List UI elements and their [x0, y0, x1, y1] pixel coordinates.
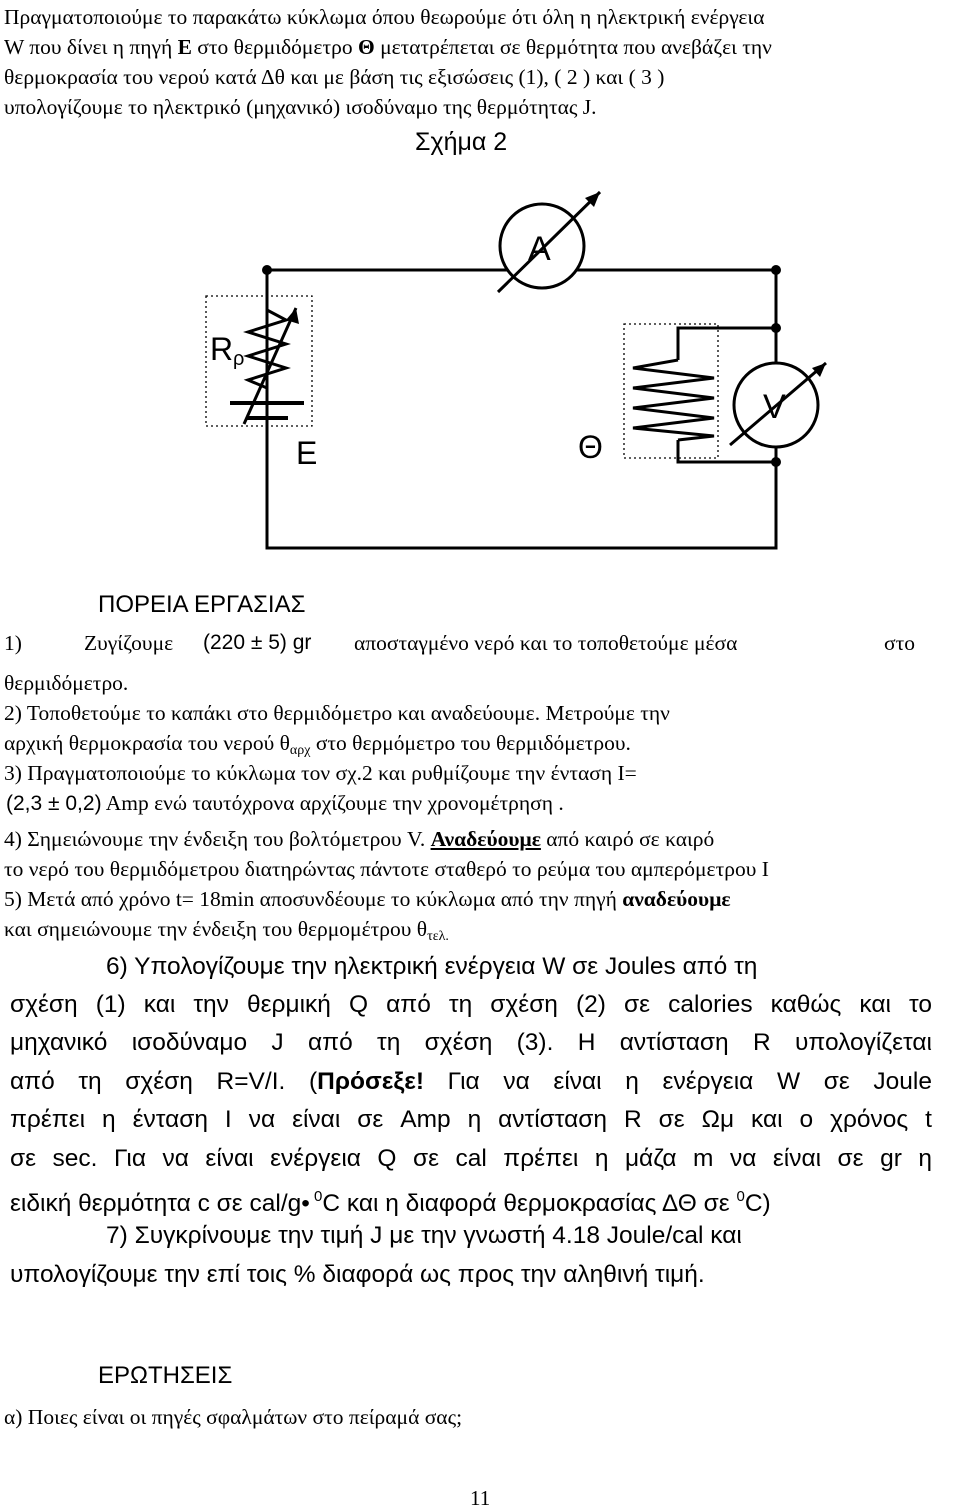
step-1-line-1: 1) Ζυγίζουμε (220 ± 5) gr αποσταγμένο νερό και το τοποθετούμε μέσα στο	[4, 631, 915, 655]
step-6-line-3: μηχανικό ισοδύναμο J από τη σχέση (3). Η αντίσταση R υπολογίζεται	[10, 1029, 932, 1056]
junction-dot	[773, 459, 780, 466]
calorimeter-resistor	[633, 360, 714, 440]
step-3-line-2: (2,3 ± 0,2) Amp ενώ ταυτόχρονα αρχίζουμε την χρονομέτρηση .	[6, 791, 564, 815]
rheostat-subscript: ρ	[233, 348, 245, 370]
voltmeter-wire-top	[678, 328, 776, 360]
step-6-line-1: 6) Υπολογίζουμε την ηλεκτρική ενέργεια W σε Joules από τη	[106, 953, 758, 980]
step-6-line-2: σχέση (1) και την θερμική Q από τη σχέση (2) σε calories καθώς και το	[10, 991, 932, 1018]
procedure-heading: ΠΟΡΕΙΑ ΕΡΓΑΣΙΑΣ	[98, 591, 306, 618]
step-7-line-2: υπολογίζουμε την επί τοις % διαφορά ως προς την αληθινή τιμή.	[10, 1261, 705, 1288]
figure-caption: Σχήμα 2	[415, 128, 508, 156]
intro-line-3: θερμοκρασία του νερού κατά Δθ και με βάση τις εξισώσεις (1), ( 2 ) και ( 3 )	[4, 65, 665, 89]
intro-line-2: W που δίνει η πηγή Ε στο θερμιδόμετρο Θ μετατρέπεται σε θερμότητα που ανεβάζει την	[4, 35, 772, 59]
junction-dot	[773, 325, 780, 332]
step-6-line-7: ειδική θερμότητα c σε cal/g• $^0$C και η διαφορά θερμοκρασίας ΔΘ σε $^0$C)	[10, 1188, 771, 1217]
rheostat-label: R	[210, 331, 234, 367]
junction-dot	[773, 267, 780, 274]
step-7-line-1: 7) Συγκρίνουμε την τιμή J με την γνωστή 4.18 Joule/cal και	[106, 1222, 742, 1249]
calorimeter-label: Θ	[578, 429, 603, 465]
question-a: α) Ποιες είναι οι πηγές σφαλμάτων στο πείραμά σας;	[4, 1405, 463, 1429]
step-4-line-1: 4) Σημειώνουμε την ένδειξη του βολτόμετρου V. Αναδεύουμε από καιρό σε καιρό	[4, 827, 715, 851]
questions-heading: ΕΡΩΤΗΣΕΙΣ	[98, 1362, 233, 1389]
step-4-line-2: το νερό του θερμιδόμετρου διατηρώντας πάντοτε σταθερό το ρεύμα του αμπερόμετρου Ι	[4, 857, 769, 881]
ammeter-label: A	[528, 230, 551, 268]
step-6-line-6: σε sec. Για να είναι ενέργεια Q σε cal πρέπει η μάζα m να είναι σε gr η	[10, 1145, 932, 1172]
step-6-line-4: από τη σχέση R=V/I. (Πρόσεξε! Για να είναι η ενέργεια W σε Joule	[10, 1068, 932, 1095]
circuit-diagram	[0, 120, 960, 560]
intro-line-1: Πραγματοποιούμε το παρακάτω κύκλωμα όπου θεωρούμε ότι όλη η ηλεκτρική ενέργεια	[4, 5, 765, 29]
step-5-line-1: 5) Μετά από χρόνο t= 18min αποσυνδέουμε το κύκλωμα από την πηγή αναδεύουμε	[4, 887, 731, 911]
step-5-line-2: και σημειώνουμε την ένδειξη του θερμομέτρου $\theta_{\tau\varepsilon\lambda.}$	[4, 917, 449, 944]
source-label: E	[296, 435, 318, 471]
step-6-line-5: πρέπει η ένταση Ι να είναι σε Amp η αντίσταση R σε Ωμ και ο χρόνος t	[10, 1106, 932, 1133]
intro-line-4: υπολογίζουμε το ηλεκτρικό (μηχανικό) ισοδύναμο της θερμότητας J.	[4, 95, 597, 119]
rheostat-arrowhead	[286, 308, 299, 324]
step-2-line-1: 2) Τοποθετούμε το καπάκι στο θερμιδόμετρο και αναδεύουμε. Μετρούμε την	[4, 701, 670, 725]
step-1-line-2: θερμιδόμετρο.	[4, 671, 129, 695]
page-number: 11	[470, 1486, 491, 1510]
junction-dot	[264, 267, 271, 274]
step-2-line-2: αρχική θερμοκρασία του νερού $\theta_{\alpha\rho\chi}$ στο θερμόμετρο του θερμιδόμετρου.	[4, 731, 631, 758]
circuit-wire-loop	[267, 270, 776, 548]
step-3-line-1: 3) Πραγματοποιούμε το κύκλωμα τον σχ.2 και ρυθμίζουμε την ένταση Ι=	[4, 761, 637, 785]
voltmeter-label: V	[763, 388, 786, 426]
